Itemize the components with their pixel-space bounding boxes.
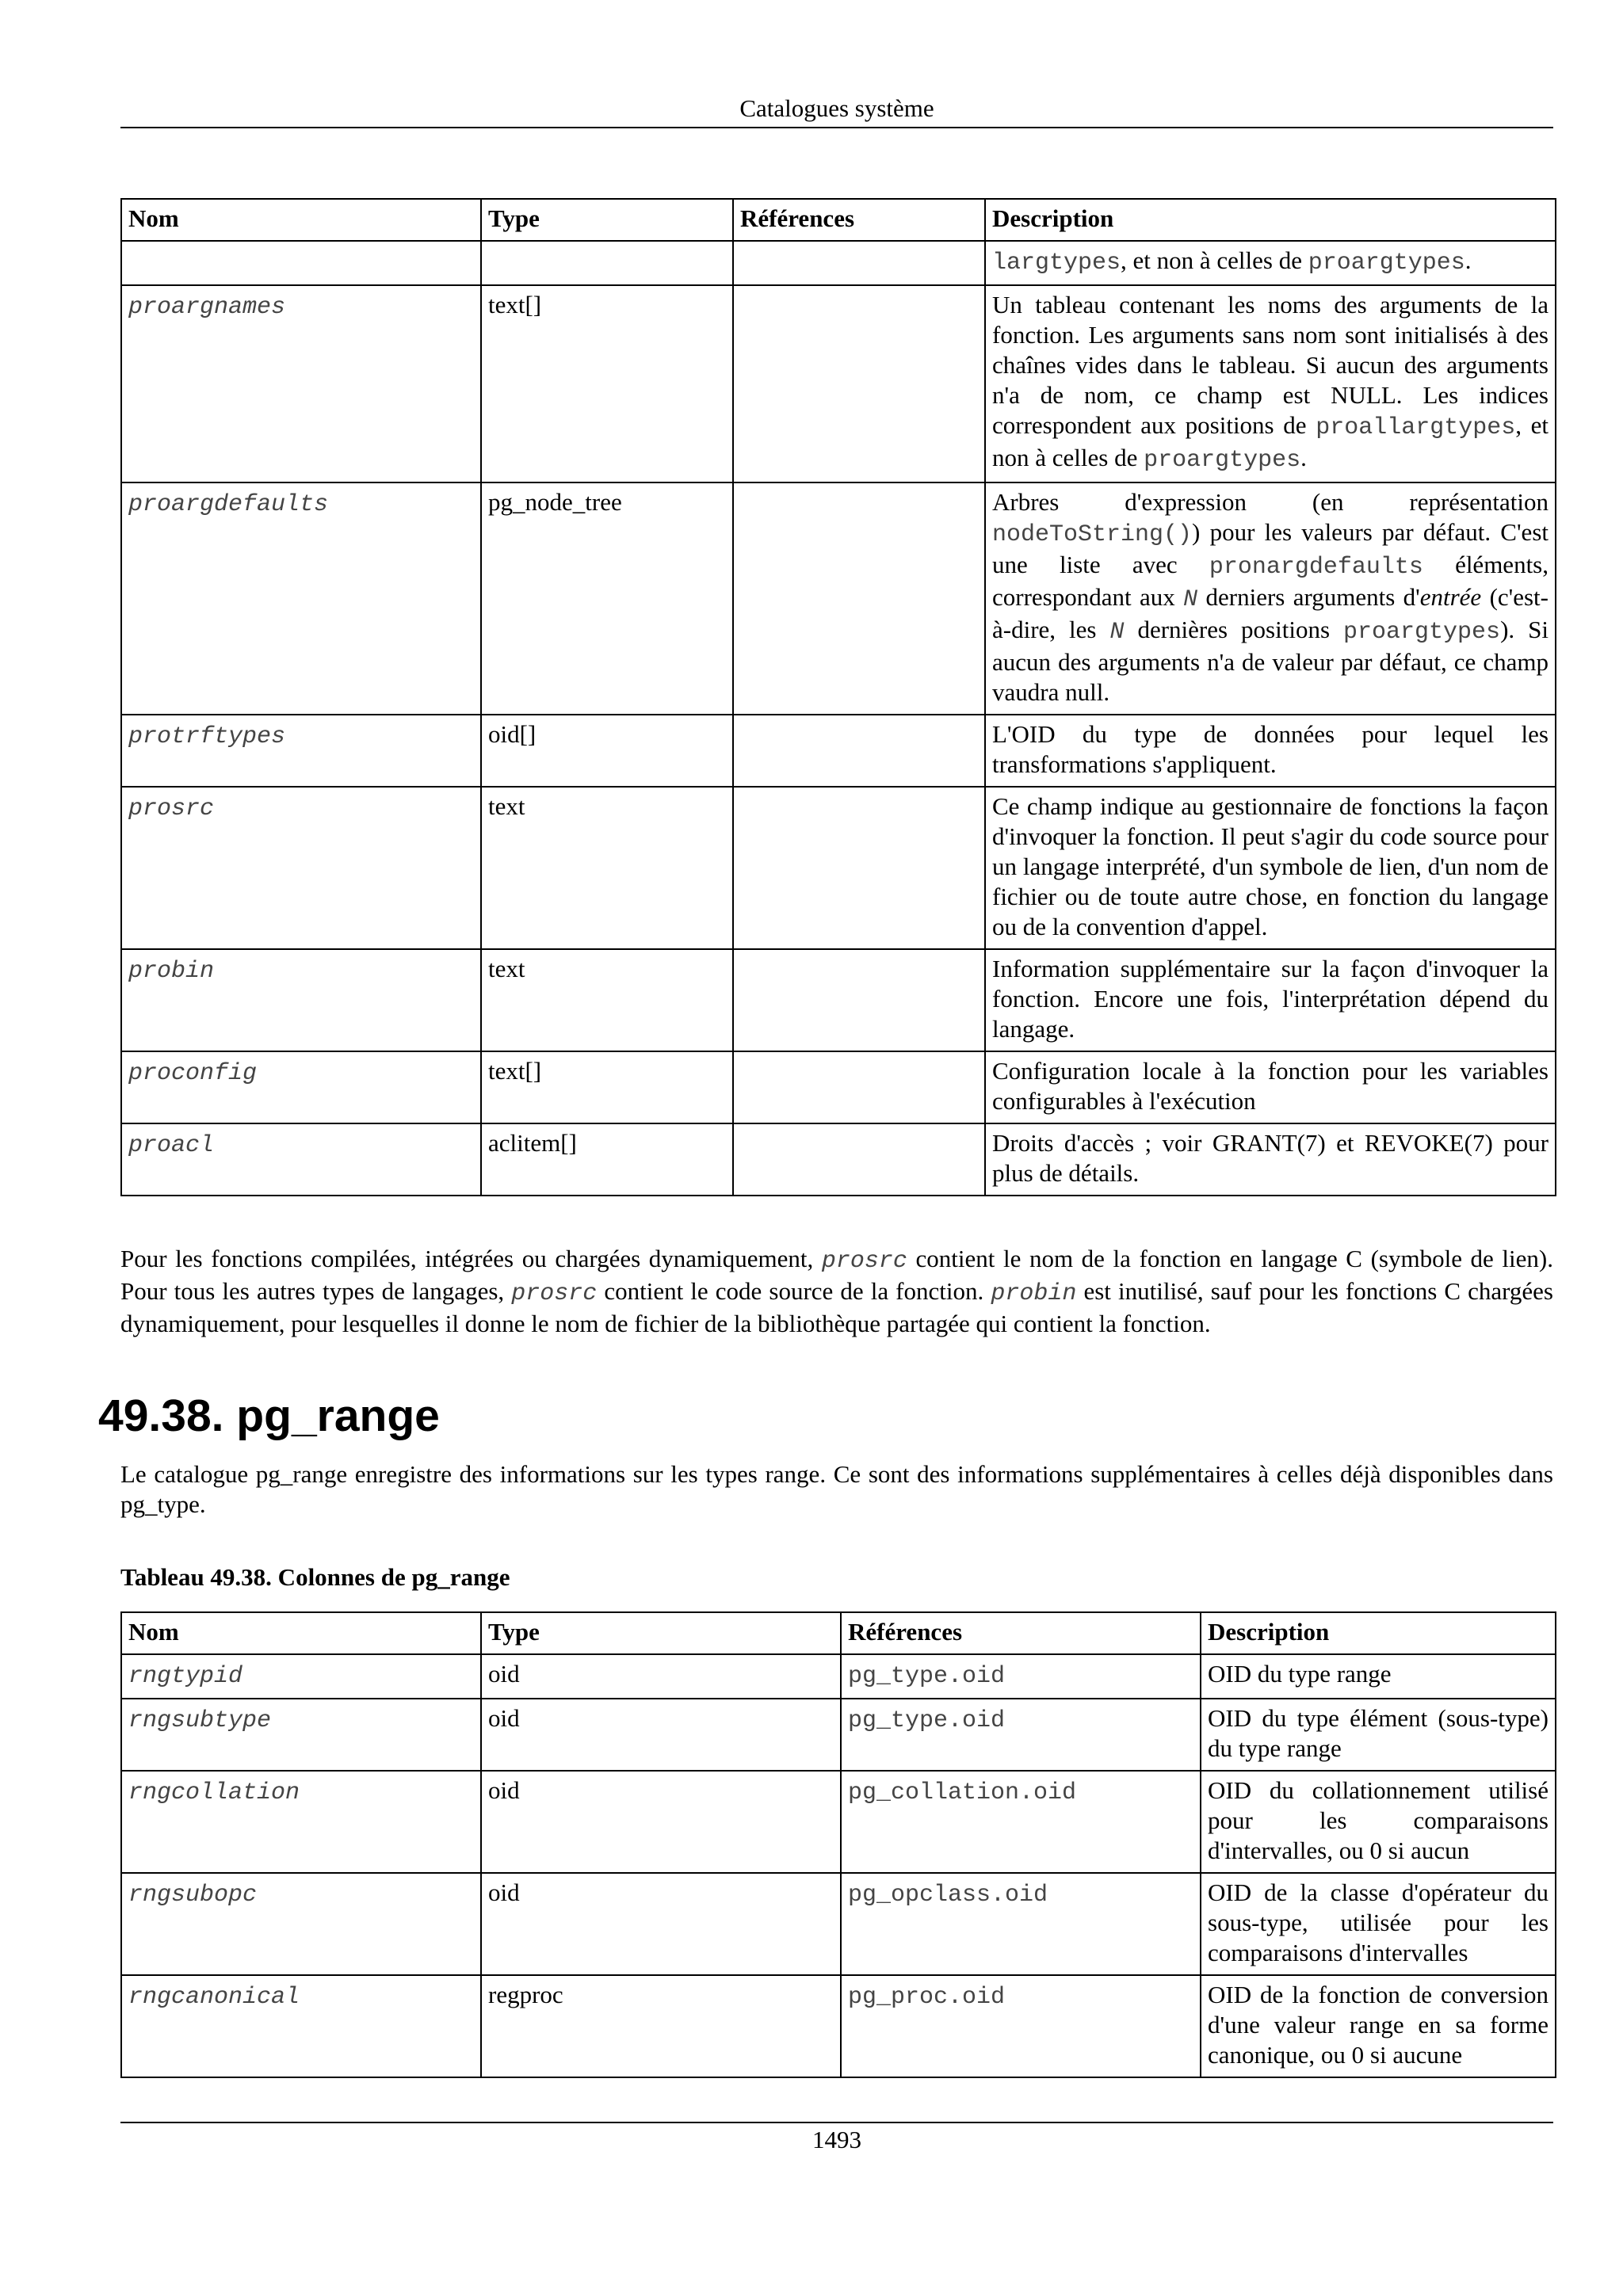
table-row <box>121 241 1556 285</box>
cell-description: L'OID du type de données pour lequel les transformations s'appliquent. <box>985 715 1556 787</box>
code-term: prosrc <box>821 1248 907 1275</box>
cell-description: OID du type élément (sous-type) du type range <box>1201 1699 1556 1771</box>
code-term: proargtypes <box>1144 447 1301 474</box>
emphasis: entrée <box>1419 583 1482 611</box>
cell-type: text[] <box>481 1051 733 1123</box>
section-title: 49.38. pg_range <box>98 1390 440 1441</box>
column-name: rngcollation <box>128 1779 300 1806</box>
text-run: (c'est-à-dire, les <box>992 583 1549 643</box>
reference: pg_proc.oid <box>848 1984 1006 2011</box>
cell-description: Configuration locale à la fonction pour les variables configurables à l'exécution <box>985 1051 1556 1123</box>
table-row <box>121 1654 1556 1699</box>
text-run: contient le code source de la fonction. <box>597 1277 991 1305</box>
column-name: prosrc <box>128 795 215 822</box>
running-header: Catalogues système <box>120 93 1553 128</box>
cell-type: oid <box>481 1771 841 1873</box>
reference: pg_type.oid <box>848 1663 1006 1690</box>
text-run: est inutilisé, sauf pour les fonctions C chargées dynamiquement, pour lesquelles il donne le nom de fichier de la bibliothèque partagée qui contient la fonction. <box>120 1277 1553 1337</box>
pg-range-intro-paragraph: Le catalogue pg_range enregistre des informations sur les types range. Ce sont des informations supplémentaires à celles déjà disponibles dans pg_type. <box>120 1460 1553 1518</box>
reference: pg_collation.oid <box>848 1779 1077 1806</box>
text-run: contient le nom de la fonction en langage C (symbole de lien). Pour tous les autres types de langages, <box>120 1245 1553 1305</box>
column-header-nom: Nom <box>121 1612 481 1654</box>
cell-references <box>733 949 985 1051</box>
table-row <box>121 1771 1556 1873</box>
text-run: ) pour les valeurs par défaut. C'est une liste avec <box>992 518 1549 578</box>
cell-references <box>733 787 985 949</box>
text-run: , et non à celles de <box>1121 246 1308 274</box>
cell-type: text[] <box>481 285 733 482</box>
table-row <box>121 715 1556 787</box>
cell-type: oid <box>481 1699 841 1771</box>
page-number: 1493 <box>812 2126 861 2153</box>
text-run: . <box>1465 246 1472 274</box>
table-caption: Tableau 49.38. Colonnes de pg_range <box>120 1563 510 1591</box>
reference: pg_opclass.oid <box>848 1882 1048 1909</box>
table-row <box>121 285 1556 482</box>
column-name: rngcanonical <box>128 1984 300 2011</box>
table-header-row <box>121 199 1556 241</box>
table-row <box>121 787 1556 949</box>
column-header-type: Type <box>481 1612 841 1654</box>
cell-type <box>481 241 733 285</box>
cell-nom <box>121 1654 481 1699</box>
cell-references <box>733 285 985 482</box>
column-header-description: Description <box>1201 1612 1556 1654</box>
cell-description: OID de la fonction de conversion d'une valeur range en sa forme canonique, ou 0 si aucune <box>1201 1975 1556 2077</box>
code-term: probin <box>991 1280 1077 1307</box>
column-name: protrftypes <box>128 723 286 750</box>
column-name: rngsubopc <box>128 1882 258 1909</box>
column-name: proargdefaults <box>128 491 329 518</box>
cell-description: Information supplémentaire sur la façon d'invoquer la fonction. Encore une fois, l'interprétation dépend du langage. <box>985 949 1556 1051</box>
cell-nom <box>121 787 481 949</box>
text-run: ). Si aucun des arguments n'a de valeur par défaut, ce champ vaudra null. <box>992 616 1549 706</box>
cell-nom <box>121 482 481 715</box>
table-row <box>121 1975 1556 2077</box>
cell-type: oid <box>481 1873 841 1975</box>
cell-description <box>985 482 1556 715</box>
text-run: derniers arguments d' <box>1197 583 1420 611</box>
cell-description <box>985 285 1556 482</box>
table-row <box>121 1699 1556 1771</box>
code-term: proargtypes <box>1308 250 1465 277</box>
table-row <box>121 1873 1556 1975</box>
code-term: N <box>1109 619 1125 646</box>
reference: pg_type.oid <box>848 1707 1006 1734</box>
cell-references <box>841 1699 1201 1771</box>
column-header-references: Références <box>841 1612 1201 1654</box>
cell-nom <box>121 1699 481 1771</box>
cell-nom <box>121 715 481 787</box>
table-row <box>121 482 1556 715</box>
column-name: proacl <box>128 1132 215 1159</box>
column-name: proargnames <box>128 294 286 321</box>
cell-nom <box>121 1123 481 1196</box>
code-term: N <box>1183 586 1198 613</box>
text-run: éléments, correspondant aux <box>992 551 1549 611</box>
cell-type: text <box>481 949 733 1051</box>
cell-references <box>841 1771 1201 1873</box>
cell-references <box>841 1873 1201 1975</box>
pg-range-columns-table <box>120 1611 1556 2078</box>
code-term: proallargtypes <box>1316 414 1516 441</box>
text-run: , et non à celles de <box>992 411 1549 471</box>
code-term: pronargdefaults <box>1209 554 1423 581</box>
column-name: proconfig <box>128 1060 258 1087</box>
cell-nom <box>121 285 481 482</box>
table-row <box>121 1051 1556 1123</box>
cell-type: oid[] <box>481 715 733 787</box>
cell-nom <box>121 1975 481 2077</box>
cell-description <box>985 241 1556 285</box>
pg-proc-columns-table-continued <box>120 198 1556 1196</box>
column-header-type: Type <box>481 199 733 241</box>
cell-references <box>733 715 985 787</box>
text-run: Pour les fonctions compilées, intégrées ou chargées dynamiquement, <box>120 1245 822 1272</box>
cell-type: oid <box>481 1654 841 1699</box>
cell-references <box>841 1975 1201 2077</box>
cell-references <box>733 1123 985 1196</box>
footer-rule <box>120 2122 1553 2123</box>
cell-type: text <box>481 787 733 949</box>
cell-references <box>733 241 985 285</box>
column-header-references: Références <box>733 199 985 241</box>
table-row <box>121 949 1556 1051</box>
cell-nom <box>121 949 481 1051</box>
cell-type: regproc <box>481 1975 841 2077</box>
column-name: probin <box>128 958 215 985</box>
column-name: rngtypid <box>128 1663 243 1690</box>
cell-nom <box>121 1051 481 1123</box>
prosrc-probin-paragraph <box>120 1244 1553 1339</box>
code-term: prosrc <box>511 1280 598 1307</box>
cell-description: Ce champ indique au gestionnaire de fonctions la façon d'invoquer la fonction. Il peut s'agir du code source pour un langage interprété, d'un symbole de lien, d'un nom de fichier ou de toute autre chose, en fonction du langage ou de la convention d'appel. <box>985 787 1556 949</box>
cell-description: OID de la classe d'opérateur du sous-type, utilisée pour les comparaisons d'intervalles <box>1201 1873 1556 1975</box>
code-term: nodeToString() <box>992 521 1193 548</box>
cell-description: OID du type range <box>1201 1654 1556 1699</box>
text-run: dernières positions <box>1124 616 1344 643</box>
cell-nom <box>121 241 481 285</box>
cell-nom <box>121 1873 481 1975</box>
text-run: Un tableau contenant les noms des arguments de la fonction. Les arguments sans nom sont initialisés à des chaînes vides dans le tableau. Si aucun des arguments n'a de nom, ce champ est NULL. Les indices correspondent aux positions de <box>992 291 1549 439</box>
cell-nom <box>121 1771 481 1873</box>
column-name: rngsubtype <box>128 1707 272 1734</box>
text-run: Arbres d'expression (en représentation <box>992 488 1549 516</box>
cell-description: Droits d'accès ; voir GRANT(7) et REVOKE(7) pour plus de détails. <box>985 1123 1556 1196</box>
cell-description: OID du collationnement utilisé pour les comparaisons d'intervalles, ou 0 si aucun <box>1201 1771 1556 1873</box>
table-header-row <box>121 1612 1556 1654</box>
cell-type: aclitem[] <box>481 1123 733 1196</box>
text-run: . <box>1300 444 1307 471</box>
code-term: largtypes <box>992 250 1121 277</box>
table-row <box>121 1123 1556 1196</box>
code-term: proargtypes <box>1343 619 1501 646</box>
column-header-nom: Nom <box>121 199 481 241</box>
cell-references <box>733 482 985 715</box>
column-header-description: Description <box>985 199 1556 241</box>
cell-references <box>841 1654 1201 1699</box>
cell-type: pg_node_tree <box>481 482 733 715</box>
cell-references <box>733 1051 985 1123</box>
